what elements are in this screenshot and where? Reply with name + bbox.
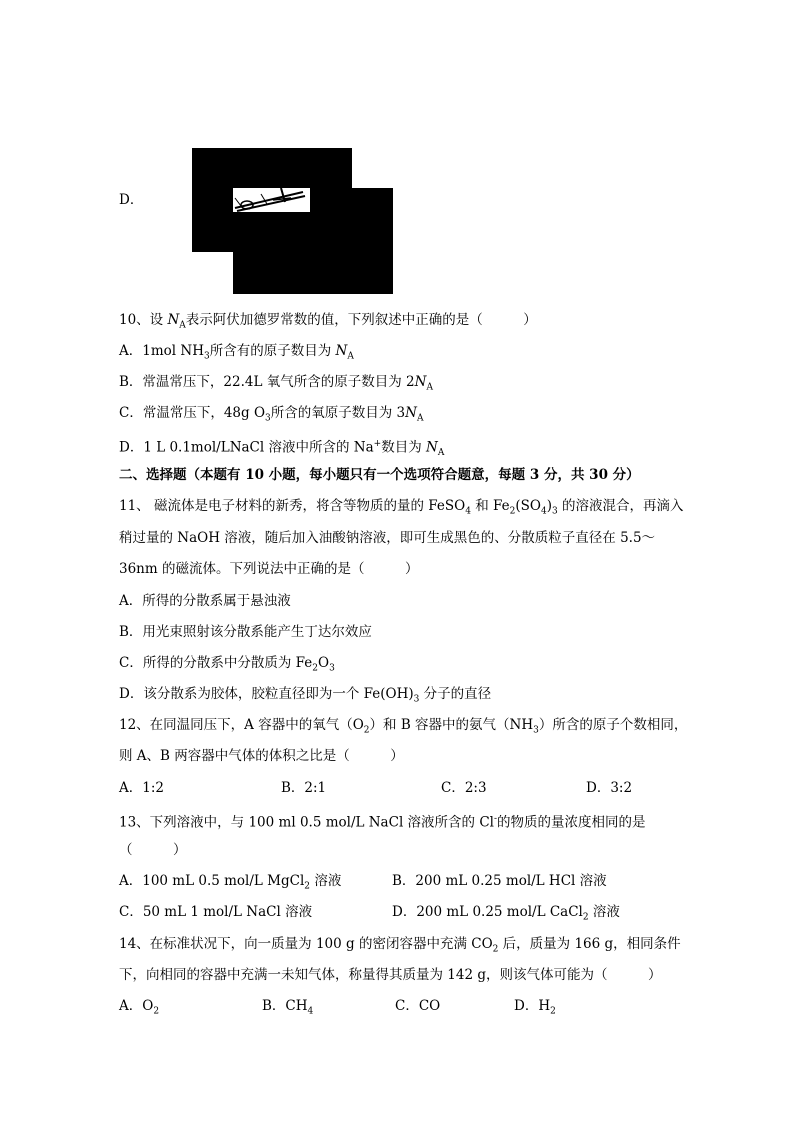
q14-option-a[interactable]: A．$O_2$ [119,998,160,1017]
q12-option-b[interactable]: B．2:1 [281,780,327,796]
q13-stem-line1: 13、下列溶液中，与 100 ml 0.5 mol/L NaCl 溶液所含的 Cl-的物质的量浓度相同的是 [119,814,646,831]
q10-stem: 10、设 $N_A$表示阿伏加德罗常数的值，下列叙述中正确的是（ ） [119,312,537,331]
q9-option-d-label[interactable] [119,190,143,210]
q14-option-c[interactable]: C．CO [395,998,441,1014]
figure-block-right [352,188,393,294]
q13-option-c[interactable]: C．50 mL 1 mol/L NaCl 溶液 [119,904,313,920]
q14-option-b[interactable]: B．$CH_4$ [262,998,314,1017]
q11-stem-line2: 稍过量的 NaOH 溶液，随后加入油酸钠溶液，即可生成黑色的、分散质粒子直径在 5.5～ [119,530,656,546]
q12-options [119,778,675,798]
q10-option-b[interactable]: B．常温常压下，22.4L 氧气所含的原子数目为 $2N_A$ [119,374,433,393]
q12-stem-line1: 12、在同温同压下，A 容器中的氧气$(O_2)$和 B 容器中的氨气$(NH_3)$所含的原子个数相同， [119,717,688,736]
q11-option-a[interactable]: A．所得的分散系属于悬浊液 [119,593,291,609]
q10-option-d[interactable]: D．1 L 0.1mol/LNaCl 溶液中所含的 Na+数目为 $N_A$ [119,439,445,459]
option-label: D． [119,192,144,208]
q13-options-row2 [119,902,675,922]
q11-option-b[interactable]: B．用光束照射该分散系能产生丁达尔效应 [119,624,372,640]
section-heading: 二、选择题（本题有 10 小题，每小题只有一个选项符合题意，每题 3 分，共 30 分） [119,467,640,483]
q13-option-b[interactable]: B．200 mL 0.25 mol/L HCl 溶液 [392,873,607,889]
q11-option-c[interactable]: C．所得的分散系中分散质为 $Fe_2O_3$ [119,655,335,674]
apparatus-drawing [233,188,310,212]
q13-stem-line2: （ ） [119,842,187,858]
q13-option-d[interactable]: D．200 mL 0.25 mol/L CaCl$_2$ 溶液 [392,904,620,923]
apparatus-figure [192,148,394,294]
q14-stem-line2: 下，向相同的容器中充满一未知气体，称量得其质量为 142 g，则该气体可能为（ ） [119,967,662,983]
test-tube-icon [233,188,310,212]
q14-options [119,996,675,1016]
q11-stem-line3: 36nm 的磁流体。下列说法中正确的是（ ） [119,561,419,577]
q11-option-d[interactable]: D．该分散系为胶体，胶粒直径即为一个 $Fe(OH)_3$ 分子的直径 [119,686,492,705]
q11-stem-line1: 11、 磁流体是电子材料的新秀，将含等物质的量的 FeSO$_4$ 和 $Fe_2(SO_4)_3$ 的溶液混合，再滴入 [119,498,684,517]
q14-stem-line1: 14、在标准状况下，向一质量为 100 g 的密闭容器中充满 $CO_2$ 后，质量为 166 g，相同条件 [119,936,681,955]
figure-block-bottom [233,252,352,294]
q12-option-a[interactable]: A．1:2 [119,780,164,796]
q10-option-a[interactable]: A．1mol $NH_3$所含有的原子数目为 $N_A$ [119,343,354,362]
q13-option-a[interactable]: A．100 mL 0.5 mol/L MgCl$_2$ 溶液 [119,873,342,892]
q12-stem-line2: 则 A、B 两容器中气体的体积之比是（ ） [119,748,404,764]
q10-option-c[interactable]: C．常温常压下，48g $O_3$所含的氧原子数目为 $3N_A$ [119,405,424,424]
q13-options-row1 [119,871,675,891]
q12-option-d[interactable]: D．3:2 [586,780,633,796]
q12-option-c[interactable]: C．2:3 [441,780,487,796]
q14-option-d[interactable]: D．$H_2$ [514,998,556,1017]
